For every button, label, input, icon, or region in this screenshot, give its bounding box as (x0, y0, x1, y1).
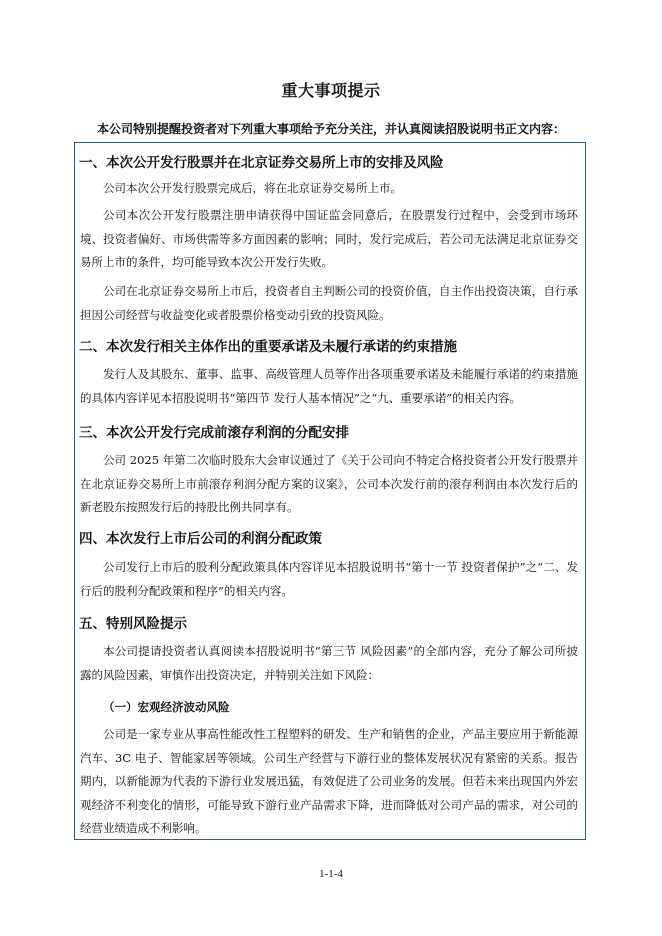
investor-notice: 本公司特别提醒投资者对下列重大事项给予充分关注，并认真阅读招股说明书正文内容： (96, 122, 565, 136)
section-1-paragraph-3: 公司在北京证券交易所上市后，投资者自主判断公司的投资价值，自主作出投资决策，自行承担因公司经营与收益变化或者股票价格变动引致的投资风险。 (80, 284, 578, 322)
subsection-paragraph-macro-risk: 公司是一家专业从事高性能改性工程塑料的研发、生产和销售的企业，产品主要应用于新能源汽车、3C 电子、智能家居等领域。公司生产经营与下游行业的整体发展状况有紧密的关系。报告期内，以新能源为代表的下游行业发展迅猛，有效促进了公司业务的发展。但若未来出现国内外宏观经济不利变化的情形，可能导致下游行业产品需求下降，进而降低对公司产品的需求，对公司的经营业绩造成不利影响。 (80, 727, 578, 835)
section-1-paragraph-1: 公司本次公开发行股票完成后，将在北京证券交易所上市。 (103, 181, 402, 195)
section-3-paragraph-1: 公司 2025 年第二次临时股东大会审议通过了《关于公司向不特定合格投资者公开发行股票并在北京证券交易所上市前滚存利润分配方案的议案》，公司本次发行前的滚存利润由本次发行后的新老股东按照发行后的持股比例共同享有。 (80, 453, 578, 514)
section-title-5: 五、特别风险提示 (79, 616, 187, 632)
page-number: 1-1-4 (319, 868, 343, 880)
section-title-4: 四、本次发行上市后公司的利润分配政策 (79, 531, 322, 547)
section-5-paragraph-1: 本公司提请投资者认真阅读本招股说明书“第三节 风险因素”的全部内容，充分了解公司所披露的风险因素，审慎作出投资决定，并特别关注如下风险： (80, 644, 578, 682)
section-4-paragraph-1: 公司发行上市后的股利分配政策具体内容详见本招股说明书“第十一节 投资者保护”之“二、发行后的股利分配政策和程序”的相关内容。 (80, 560, 578, 598)
subsection-title-macro-risk: （一）宏观经济波动风险 (103, 700, 230, 714)
content-box (74, 142, 586, 840)
section-title-1: 一、本次公开发行股票并在北京证券交易所上市的安排及风险 (79, 155, 444, 171)
section-1-paragraph-2: 公司本次公开发行股票注册申请获得中国证监会同意后，在股票发行过程中，会受到市场环境、投资者偏好、市场供需等多方面因素的影响；同时，发行完成后，若公司无法满足北京证券交易所上市的条件，均可能导致本次公开发行失败。 (80, 208, 578, 269)
section-2-paragraph-1: 发行人及其股东、董事、监事、高级管理人员等作出各项重要承诺及未能履行承诺的约束措施的具体内容详见本招股说明书“第四节 发行人基本情况”之“九、重要承诺”的相关内容。 (80, 367, 578, 405)
section-title-2: 二、本次发行相关主体作出的重要承诺及未履行承诺的约束措施 (79, 339, 457, 355)
section-title-3: 三、本次公开发行完成前滚存利润的分配安排 (79, 425, 349, 441)
page-title: 重大事项提示 (281, 81, 381, 100)
